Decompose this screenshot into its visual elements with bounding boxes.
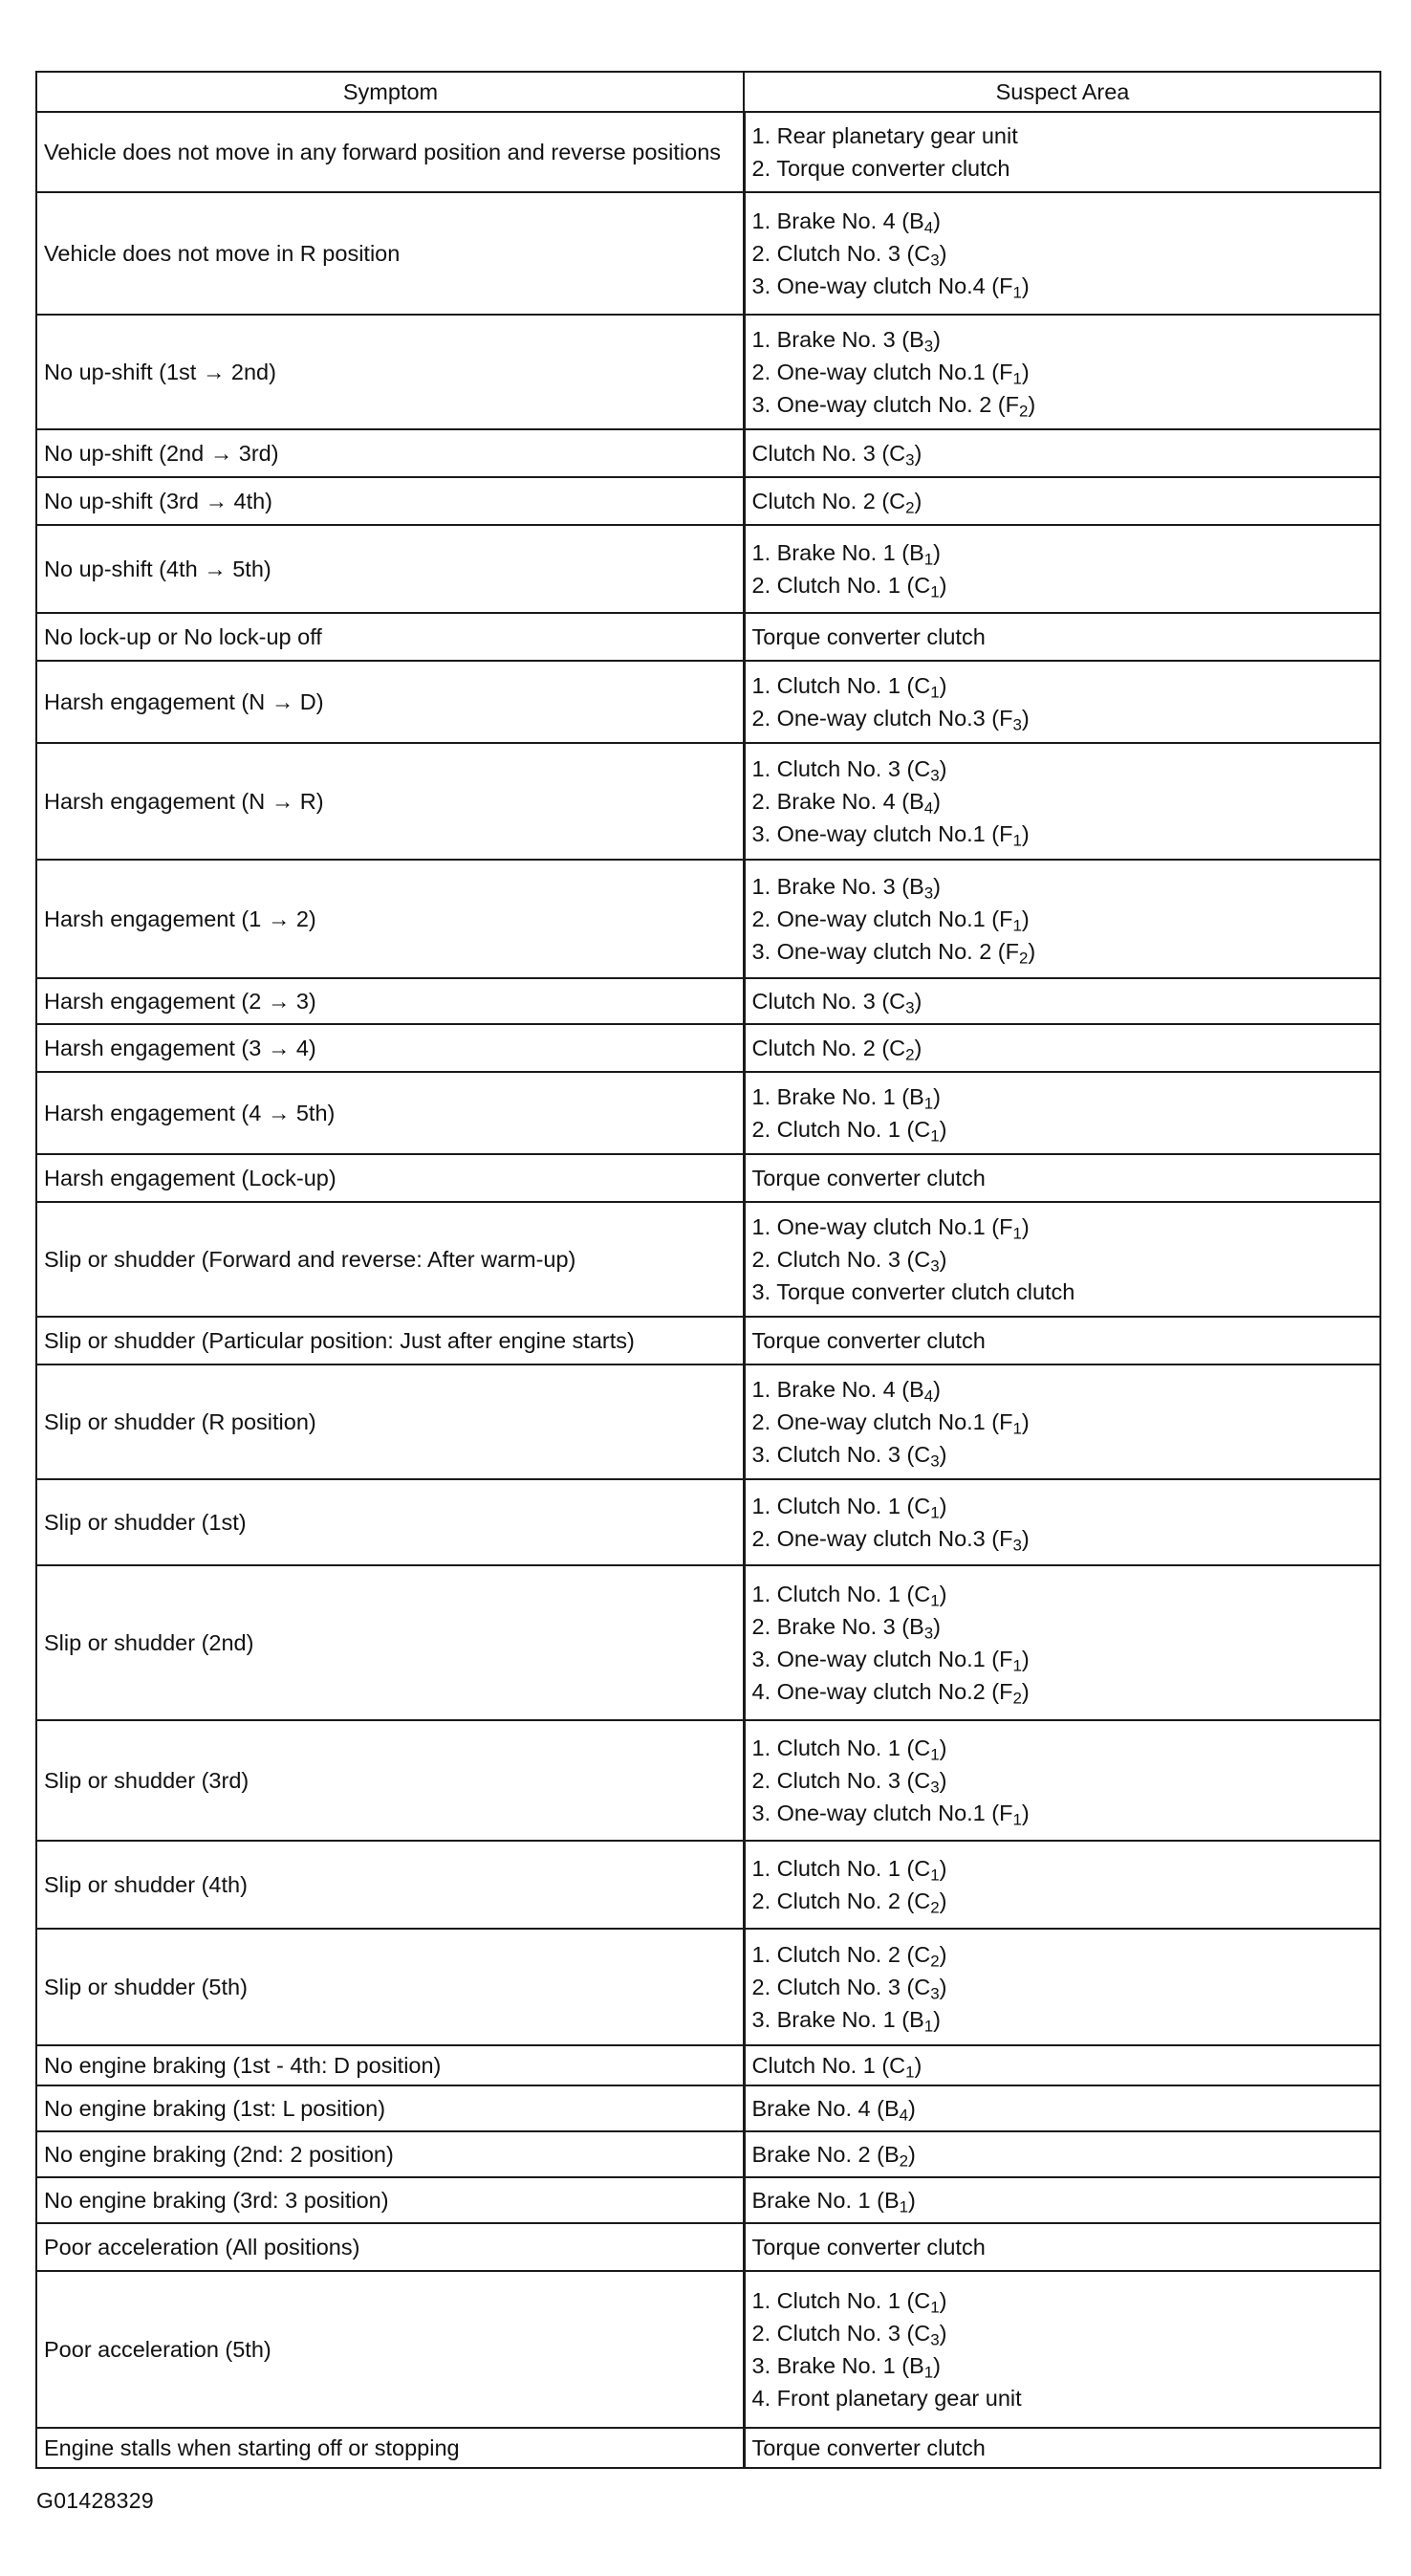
- suspect-area-item: Clutch No. 2 $(C_2)$: [751, 489, 923, 517]
- suspect-area-item: 2. Torque converter clutch: [751, 156, 1010, 181]
- suspect-area-item: 2. Clutch No. 3 $(C_3)$: [751, 1975, 947, 2003]
- suspect-area-item: 1. Brake No. 1 $(B_1)$: [751, 1084, 941, 1113]
- symptom-cell: Harsh engagement (4 → 5th): [36, 1072, 744, 1154]
- table-header-row: [36, 72, 1380, 112]
- suspect-area-item: Torque converter clutch: [751, 2235, 986, 2259]
- table-row: [36, 743, 1380, 860]
- symptom-cell: Slip or shudder (Forward and reverse: After warm-up): [36, 1202, 744, 1317]
- symptom-cell: Slip or shudder (2nd): [36, 1565, 744, 1720]
- suspect-area-cell: [744, 1072, 1380, 1154]
- table-row: [36, 1364, 1380, 1479]
- table-body: [36, 112, 1380, 2468]
- symptom-cell: Vehicle does not move in any forward position and reverse positions: [36, 112, 744, 192]
- suspect-area-item: 1. One-way clutch No.1 $(F_1)$: [751, 1214, 1030, 1243]
- symptom-cell: No up-shift (1st → 2nd): [36, 315, 744, 429]
- table-row: [36, 525, 1380, 613]
- symptom-cell: Engine stalls when starting off or stopping: [36, 2428, 744, 2468]
- suspect-area-cell: [744, 1202, 1380, 1317]
- suspect-area-item: Brake No. 4 $(B_4)$: [751, 2096, 916, 2125]
- suspect-area-item: 1. Clutch No. 2 $(C_2)$: [751, 1942, 947, 1971]
- suspect-area-item: Clutch No. 2 $(C_2)$: [751, 1036, 923, 1064]
- table-row: [36, 1024, 1380, 1072]
- suspect-area-item: 1. Brake No. 1 $(B_1)$: [751, 540, 941, 569]
- table-row: [36, 192, 1380, 315]
- suspect-area-cell: [744, 112, 1380, 192]
- suspect-area-cell: [744, 1841, 1380, 1929]
- suspect-area-item: 2. One-way clutch No.1 $(F_1)$: [751, 1409, 1030, 1438]
- suspect-area-item: 1. Brake No. 3 $(B_3)$: [751, 327, 941, 356]
- table-row: [36, 2085, 1380, 2131]
- suspect-area-item: 2. One-way clutch No.1 $(F_1)$: [751, 360, 1030, 388]
- table-row: [36, 860, 1380, 978]
- suspect-area-item: 3. One-way clutch No.4 $(F_1)$: [751, 273, 1030, 302]
- suspect-area-cell: [744, 1565, 1380, 1720]
- suspect-area-item: 1. Brake No. 4 $(B_4)$: [751, 1377, 941, 1406]
- table-row: [36, 1720, 1380, 1841]
- symptom-cell: Vehicle does not move in R position: [36, 192, 744, 315]
- suspect-area-cell: [744, 2428, 1380, 2468]
- suspect-area-item: 1. Clutch No. 1 $(C_1)$: [751, 1736, 947, 1764]
- table-row: [36, 1072, 1380, 1154]
- symptom-cell: Slip or shudder (3rd): [36, 1720, 744, 1841]
- table-row: [36, 1317, 1380, 1364]
- table-row: [36, 1479, 1380, 1565]
- symptom-table: [35, 71, 1381, 2469]
- suspect-area-cell: [744, 315, 1380, 429]
- symptom-cell: Slip or shudder (5th): [36, 1929, 744, 2045]
- suspect-area-item: 1. Clutch No. 1 $(C_1)$: [751, 1494, 947, 1522]
- suspect-area-item: 2. Clutch No. 3 $(C_3)$: [751, 1768, 947, 1797]
- suspect-area-cell: [744, 2045, 1380, 2085]
- suspect-area-cell: [744, 743, 1380, 860]
- suspect-area-cell: [744, 2131, 1380, 2177]
- symptom-cell: No engine braking (3rd: 3 position): [36, 2177, 744, 2223]
- suspect-area-item: Brake No. 1 $(B_1)$: [751, 2188, 916, 2216]
- suspect-area-cell: [744, 1479, 1380, 1565]
- suspect-area-item: 2. One-way clutch No.1 $(F_1)$: [751, 906, 1030, 935]
- suspect-area-item: 1. Clutch No. 1 $(C_1)$: [751, 2288, 947, 2317]
- suspect-area-cell: [744, 1364, 1380, 1479]
- suspect-area-item: 3. Brake No. 1 $(B_1)$: [751, 2353, 941, 2382]
- symptom-cell: No up-shift (3rd → 4th): [36, 477, 744, 525]
- table-row: [36, 2428, 1380, 2468]
- suspect-area-item: 3. Clutch No. 3 $(C_3)$: [751, 1442, 947, 1471]
- suspect-area-item: 2. Clutch No. 2 $(C_2)$: [751, 1888, 947, 1917]
- symptom-cell: Harsh engagement (3 → 4): [36, 1024, 744, 1072]
- suspect-area-item: 3. One-way clutch No. 2 $(F_2)$: [751, 939, 1036, 968]
- table-row: [36, 477, 1380, 525]
- suspect-area-item: 4. One-way clutch No.2 $(F_2)$: [751, 1679, 1030, 1708]
- suspect-area-item: Clutch No. 3 $(C_3)$: [751, 989, 923, 1017]
- symptom-cell: Slip or shudder (Particular position: Just after engine starts): [36, 1317, 744, 1364]
- suspect-area-cell: [744, 2085, 1380, 2131]
- suspect-area-item: 2. Brake No. 4 $(B_4)$: [751, 789, 941, 818]
- suspect-area-item: 2. One-way clutch No.3 $(F_3)$: [751, 706, 1030, 734]
- suspect-area-item: 2. Clutch No. 1 $(C_1)$: [751, 573, 947, 601]
- symptom-cell: Slip or shudder (R position): [36, 1364, 744, 1479]
- suspect-area-cell: [744, 661, 1380, 743]
- symptom-cell: Harsh engagement (N → D): [36, 661, 744, 743]
- suspect-area-item: 1. Clutch No. 1 $(C_1)$: [751, 1582, 947, 1610]
- suspect-area-item: 2. Clutch No. 3 $(C_3)$: [751, 2321, 947, 2349]
- symptom-cell: Poor acceleration (All positions): [36, 2223, 744, 2271]
- suspect-area-cell: [744, 1024, 1380, 1072]
- table-row: [36, 1202, 1380, 1317]
- table-row: [36, 1841, 1380, 1929]
- suspect-area-item: 2. One-way clutch No.3 $(F_3)$: [751, 1526, 1030, 1555]
- header-symptom: Symptom: [36, 72, 744, 112]
- suspect-area-item: 3. Torque converter clutch clutch: [751, 1279, 1075, 1304]
- suspect-area-item: 1. Brake No. 4 $(B_4)$: [751, 208, 941, 237]
- symptom-cell: No engine braking (2nd: 2 position): [36, 2131, 744, 2177]
- suspect-area-cell: [744, 978, 1380, 1024]
- symptom-cell: No up-shift (2nd → 3rd): [36, 429, 744, 477]
- suspect-area-item: 3. One-way clutch No.1 $(F_1)$: [751, 821, 1030, 850]
- table-row: [36, 2223, 1380, 2271]
- suspect-area-cell: [744, 1317, 1380, 1364]
- symptom-cell: No engine braking (1st: L position): [36, 2085, 744, 2131]
- suspect-area-item: 2. Brake No. 3 $(B_3)$: [751, 1614, 941, 1643]
- symptom-cell: Harsh engagement (1 → 2): [36, 860, 744, 978]
- table-row: [36, 112, 1380, 192]
- suspect-area-item: 1. Clutch No. 1 $(C_1)$: [751, 1856, 947, 1885]
- symptom-cell: Slip or shudder (4th): [36, 1841, 744, 1929]
- table-row: [36, 1565, 1380, 1720]
- symptom-cell: No up-shift (4th → 5th): [36, 525, 744, 613]
- suspect-area-cell: [744, 1929, 1380, 2045]
- suspect-area-item: 1. Rear planetary gear unit: [751, 123, 1018, 148]
- table-row: [36, 661, 1380, 743]
- suspect-area-cell: [744, 192, 1380, 315]
- suspect-area-item: 3. One-way clutch No.1 $(F_1)$: [751, 1647, 1030, 1675]
- suspect-area-item: Torque converter clutch: [751, 624, 986, 649]
- table-row: [36, 315, 1380, 429]
- suspect-area-cell: [744, 2271, 1380, 2428]
- suspect-area-cell: [744, 429, 1380, 477]
- symptom-cell: No lock-up or No lock-up off: [36, 613, 744, 661]
- suspect-area-item: Torque converter clutch: [751, 1166, 986, 1190]
- suspect-area-item: Brake No. 2 $(B_2)$: [751, 2142, 916, 2171]
- suspect-area-item: 2. Clutch No. 3 $(C_3)$: [751, 241, 947, 270]
- suspect-area-item: Clutch No. 1 $(C_1)$: [751, 2053, 923, 2082]
- table-row: [36, 429, 1380, 477]
- suspect-area-cell: [744, 477, 1380, 525]
- suspect-area-item: Torque converter clutch: [751, 1328, 986, 1353]
- symptom-cell: Poor acceleration (5th): [36, 2271, 744, 2428]
- table-row: [36, 2177, 1380, 2223]
- suspect-area-item: 3. One-way clutch No. 2 $(F_2)$: [751, 392, 1036, 421]
- suspect-area-item: 3. Brake No. 1 $(B_1)$: [751, 2007, 941, 2036]
- suspect-area-item: 3. One-way clutch No.1 $(F_1)$: [751, 1801, 1030, 1829]
- symptom-cell: Harsh engagement (N → R): [36, 743, 744, 860]
- table-row: [36, 2045, 1380, 2085]
- table-row: [36, 1929, 1380, 2045]
- suspect-area-item: 1. Clutch No. 3 $(C_3)$: [751, 756, 947, 785]
- figure-id: G01428329: [36, 2488, 154, 2513]
- suspect-area-cell: [744, 1154, 1380, 1202]
- table-row: [36, 2131, 1380, 2177]
- suspect-area-item: 2. Clutch No. 3 $(C_3)$: [751, 1247, 947, 1276]
- suspect-area-cell: [744, 613, 1380, 661]
- suspect-area-item: 2. Clutch No. 1 $(C_1)$: [751, 1117, 947, 1146]
- suspect-area-cell: [744, 860, 1380, 978]
- suspect-area-item: Clutch No. 3 $(C_3)$: [751, 441, 923, 469]
- suspect-area-cell: [744, 2223, 1380, 2271]
- table-row: [36, 2271, 1380, 2428]
- table-row: [36, 978, 1380, 1024]
- suspect-area-item: Torque converter clutch: [751, 2435, 986, 2460]
- symptom-cell: No engine braking (1st - 4th: D position): [36, 2045, 744, 2085]
- header-suspect-area: Suspect Area: [744, 72, 1380, 112]
- suspect-area-cell: [744, 525, 1380, 613]
- suspect-area-cell: [744, 2177, 1380, 2223]
- suspect-area-item: 4. Front planetary gear unit: [751, 2386, 1022, 2411]
- table-row: [36, 613, 1380, 661]
- symptom-cell: Slip or shudder (1st): [36, 1479, 744, 1565]
- suspect-area-cell: [744, 1720, 1380, 1841]
- symptom-cell: Harsh engagement (2 → 3): [36, 978, 744, 1024]
- table-row: [36, 1154, 1380, 1202]
- symptom-cell: Harsh engagement (Lock-up): [36, 1154, 744, 1202]
- suspect-area-item: 1. Clutch No. 1 $(C_1)$: [751, 673, 947, 702]
- suspect-area-item: 1. Brake No. 3 $(B_3)$: [751, 874, 941, 903]
